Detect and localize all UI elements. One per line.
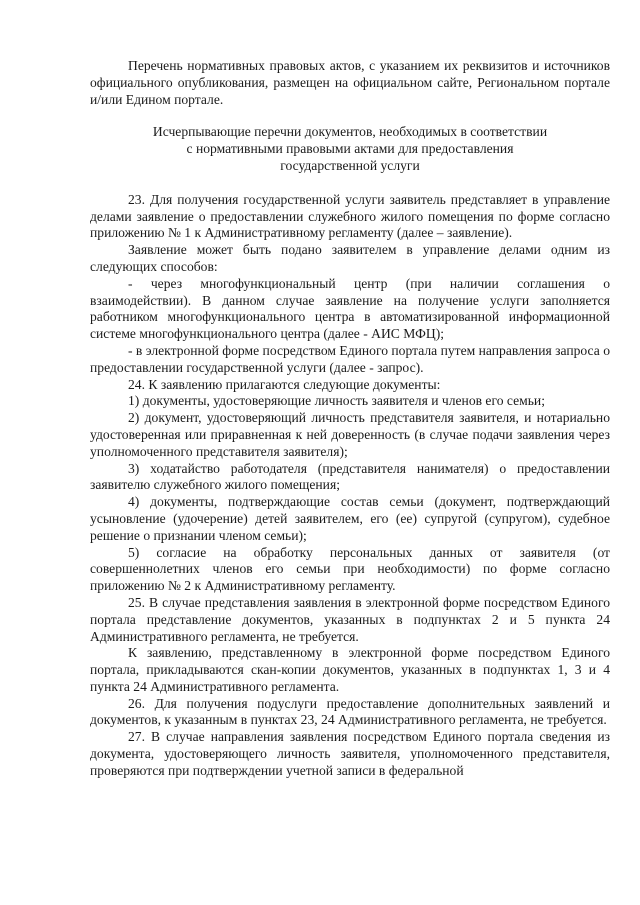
intro-paragraph: Перечень нормативных правовых актов, с указанием их реквизитов и источников официального опубликования, размещен на официальном сайте, Региональном портале и/или Едином портале. [90, 58, 610, 107]
paragraph-24-item-1: 1) документы, удостоверяющие личность заявителя и членов его семьи; [128, 393, 545, 409]
paragraph-26: 26. Для получения подуслуги предоставление дополнительных заявлений и документов, к указанным в пунктах 23, 24 Административного регламента, не требуется. [90, 695, 610, 728]
paragraph-24-item-3: 3) ходатайство работодателя (представителя нанимателя) о предоставлении заявителю служебного жилого помещения; [90, 460, 610, 493]
document-page [90, 58, 610, 780]
section-heading-line-1: Исчерпывающие перечни документов, необходимых в соответствии [152, 124, 548, 140]
paragraph-24-item-4: 4) документы, подтверждающие состав семьи (документ, подтверждающий усыновление (удочерение) детей заявителем, его (ее) супругой (супругом), судебное решение о признании членом семьи); [90, 494, 610, 543]
paragraph-25-attachments: К заявлению, представленному в электронной форме посредством Единого портала, прикладываются скан-копии документов, указанных в подпунктах 1, 3 и 4 пункта 24 Административного регламента. [90, 645, 610, 694]
paragraph-27: 27. В случае направления заявления посредством Единого портала сведения из документа, удостоверяющего личность заявителя, уполномоченного представителя, проверяются при подтверждении учетной записи в федеральной [90, 729, 610, 778]
paragraph-24-item-2: 2) документ, удостоверяющий личность представителя заявителя, и нотариально удостоверенная или приравненная к ней доверенность (в случае подачи заявления через уполномоченного представителя заявителя); [90, 410, 610, 459]
paragraph-23: 23. Для получения государственной услуги заявитель представляет в управление делами заявление о предоставлении служебного жилого помещения по форме согласно приложению № 1 к Административному регламенту (далее – заявление). [90, 191, 610, 241]
paragraph-24-item-5: 5) согласие на обработку персональных данных от заявителя (от совершеннолетних членов его семьи при необходимости) по форме согласно приложению № 2 к Административному регламенту. [90, 544, 610, 594]
section-heading-line-3: государственной услуги [280, 157, 420, 173]
paragraph-25: 25. В случае представления заявления в электронной форме посредством Единого портала представление документов, указанных в подпунктах 2 и 5 пункта 24 Административного регламента, не требуется. [90, 594, 610, 644]
paragraph-method-mfc: - через многофункциональный центр (при наличии соглашения о взаимодействии). В данном случае заявление на получение услуги заполняется работником многофункционального центра в автоматизированной информационной системе многофункционального центра (далее - АИС МФЦ); [90, 275, 610, 342]
paragraph-method-portal: - в электронной форме посредством Единого портала путем направления запроса о предоставлении государственной услуги (далее - запрос). [90, 342, 610, 375]
paragraph-submission-methods: Заявление может быть подано заявителем в управление делами одним из следующих способов: [90, 242, 610, 274]
paragraph-24: 24. К заявлению прилагаются следующие документы: [128, 376, 441, 392]
section-heading-line-2: с нормативными правовыми актами для предоставления [186, 141, 514, 157]
section-heading [90, 124, 610, 174]
